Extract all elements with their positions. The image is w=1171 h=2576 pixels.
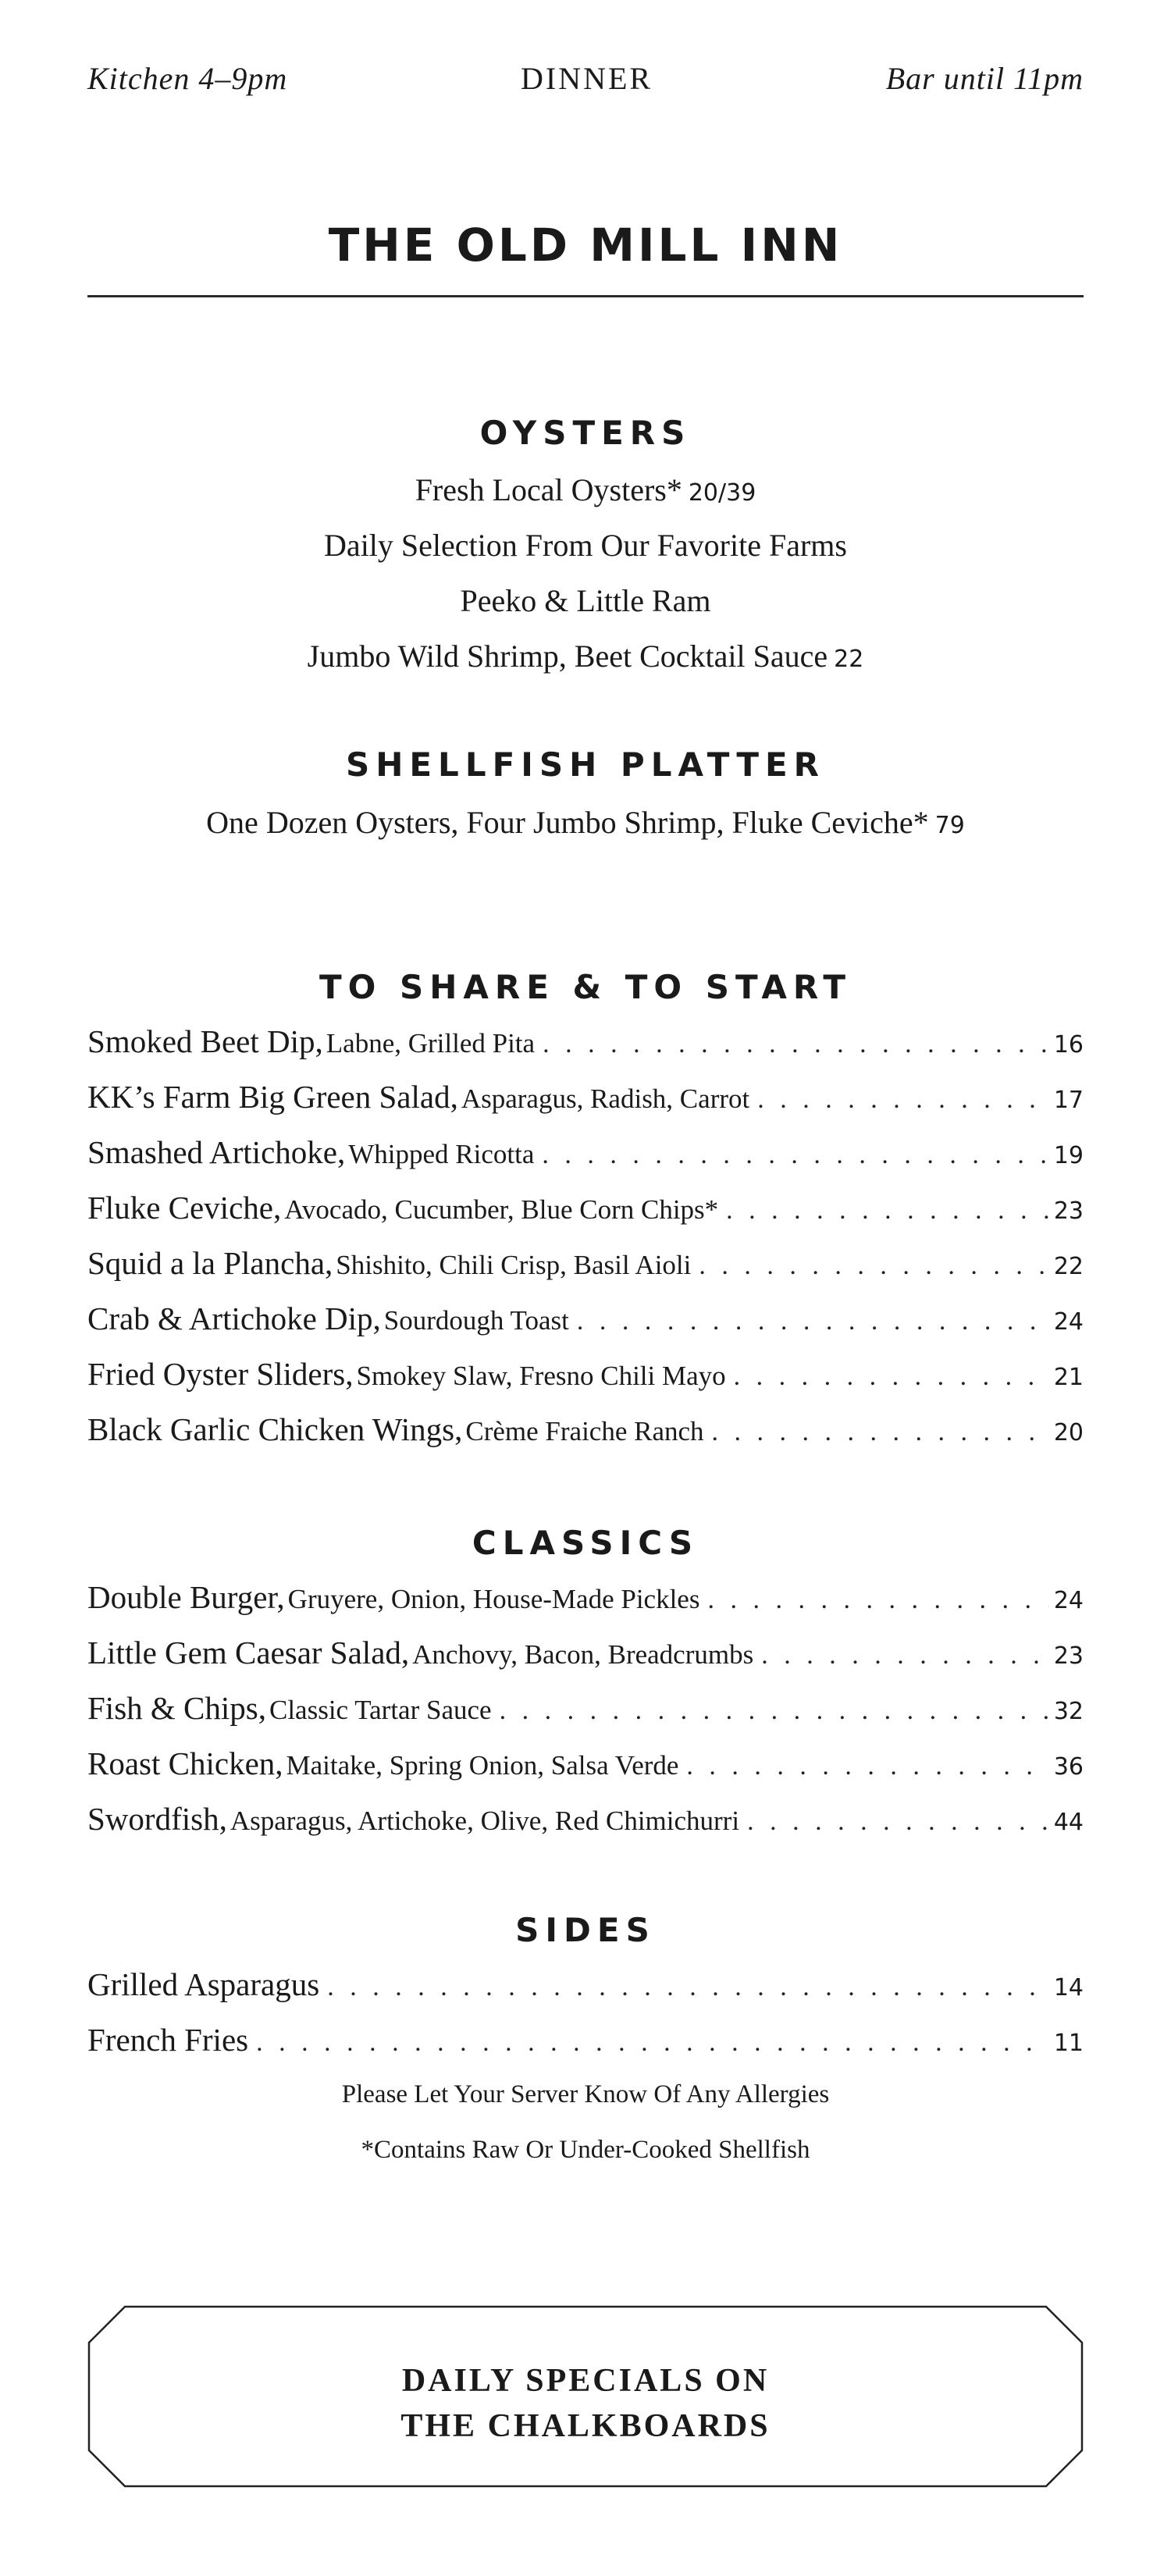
item-name: French Fries	[87, 2022, 249, 2058]
item-description: Shishito, Chili Crisp, Basil Aioli	[336, 1250, 692, 1280]
item-description: Sourdough Toast	[383, 1305, 569, 1336]
menu-item	[87, 1133, 1084, 1180]
oysters-line-text: Peeko & Little Ram	[460, 583, 711, 618]
dot-leader	[761, 1641, 1049, 1670]
menu-item	[87, 1023, 1084, 1069]
item-name: Smashed Artichoke,	[87, 1134, 346, 1170]
daily-specials-text	[87, 2358, 1084, 2449]
menu-label: DINNER	[520, 60, 653, 96]
dot-leader	[734, 1362, 1049, 1392]
item-price: 22	[1053, 1253, 1084, 1280]
item-name: Little Gem Caesar Salad,	[87, 1635, 410, 1670]
item-price: 17	[1053, 1087, 1084, 1114]
item-name: Swordfish,	[87, 1801, 227, 1837]
item-price: 36	[1053, 1753, 1084, 1781]
menu-item	[87, 1966, 1084, 2012]
item-name: Smoked Beet Dip,	[87, 1023, 323, 1059]
dot-leader	[577, 1307, 1049, 1336]
dot-leader	[256, 2028, 1049, 2058]
bar-hours: Bar until 11pm	[885, 60, 1084, 96]
dot-leader	[542, 1140, 1048, 1170]
oysters-line-text: Fresh Local Oysters*	[415, 472, 682, 507]
item-name: Crab & Artichoke Dip,	[87, 1300, 381, 1336]
item-name: KK’s Farm Big Green Salad,	[87, 1079, 458, 1115]
sides-heading: SIDES	[515, 1911, 656, 1949]
allergy-note: Please Let Your Server Know Of Any Allergies	[341, 2080, 830, 2108]
item-name: Fried Oyster Sliders,	[87, 1356, 354, 1392]
specials-line-1: DAILY SPECIALS ON	[401, 2363, 770, 2399]
shellfish-platter-text: One Dozen Oysters, Four Jumbo Shrimp, Fluke Ceviche*	[206, 805, 929, 840]
menu-item	[87, 1800, 1084, 1847]
item-price: 14	[1053, 1974, 1084, 2001]
oysters-line	[87, 527, 1084, 564]
oysters-line	[87, 638, 1084, 674]
dot-leader	[543, 1030, 1049, 1059]
item-description: Asparagus, Radish, Carrot	[461, 1083, 750, 1114]
dot-leader	[686, 1752, 1048, 1781]
menu-item	[87, 1578, 1084, 1625]
oysters-line	[87, 471, 1084, 508]
item-description: Asparagus, Artichoke, Olive, Red Chimichurri	[230, 1806, 740, 1836]
item-description: Classic Tartar Sauce	[269, 1695, 492, 1725]
item-name: Double Burger,	[87, 1579, 285, 1615]
oysters-heading: OYSTERS	[479, 414, 692, 452]
oysters-line-text: Daily Selection From Our Favorite Farms	[324, 528, 847, 563]
menu-item	[87, 2021, 1084, 2068]
menu-item	[87, 1078, 1084, 1125]
item-name: Black Garlic Chicken Wings,	[87, 1411, 463, 1447]
oysters-line-text: Jumbo Wild Shrimp, Beet Cocktail Sauce	[307, 639, 828, 674]
restaurant-name: THE OLD MILL INN	[328, 219, 843, 272]
dot-leader	[726, 1196, 1049, 1226]
shellfish-platter-price: 79	[934, 812, 965, 839]
item-description: Labne, Grilled Pita	[326, 1028, 536, 1059]
item-price: 23	[1053, 1197, 1084, 1225]
raw-shellfish-note: *Contains Raw Or Under-Cooked Shellfish	[361, 2136, 810, 2164]
dot-leader	[707, 1585, 1048, 1615]
menu-item	[87, 1634, 1084, 1681]
menu-item	[87, 1411, 1084, 1457]
item-price: 24	[1053, 1587, 1084, 1614]
item-name: Fluke Ceviche,	[87, 1190, 282, 1226]
item-description: Whipped Ricotta	[348, 1139, 535, 1169]
specials-line-2: THE CHALKBOARDS	[400, 2408, 771, 2444]
item-description: Crème Fraiche Ranch	[465, 1416, 704, 1446]
oysters-line-price: 20/39	[688, 479, 756, 507]
item-name: Fish & Chips,	[87, 1690, 266, 1726]
oysters-line-price: 22	[834, 646, 864, 673]
item-name: Roast Chicken,	[87, 1745, 283, 1781]
item-price: 11	[1053, 2030, 1084, 2057]
dot-leader	[699, 1251, 1048, 1281]
item-price: 16	[1053, 1031, 1084, 1059]
menu-item	[87, 1745, 1084, 1791]
menu-item	[87, 1300, 1084, 1347]
item-price: 23	[1053, 1642, 1084, 1670]
title-divider	[87, 295, 1084, 297]
dot-leader	[327, 1973, 1049, 2002]
item-description: Gruyere, Onion, House-Made Pickles	[287, 1584, 700, 1614]
dot-leader	[500, 1696, 1049, 1726]
item-price: 24	[1053, 1308, 1084, 1336]
item-price: 19	[1053, 1142, 1084, 1169]
menu-item	[87, 1244, 1084, 1291]
menu-item	[87, 1689, 1084, 1736]
item-description: Maitake, Spring Onion, Salsa Verde	[286, 1750, 679, 1781]
header-bar	[87, 55, 1084, 101]
item-price: 20	[1053, 1419, 1084, 1446]
daily-specials-box	[87, 2305, 1084, 2488]
item-price: 44	[1053, 1809, 1084, 1836]
item-name: Squid a la Plancha,	[87, 1245, 333, 1281]
item-description: Smokey Slaw, Fresno Chili Mayo	[356, 1361, 726, 1391]
shellfish-platter-line	[87, 804, 1084, 841]
oysters-line	[87, 582, 1084, 619]
item-price: 21	[1053, 1364, 1084, 1391]
dot-leader	[747, 1807, 1049, 1837]
dot-leader	[757, 1085, 1049, 1115]
menu-item	[87, 1355, 1084, 1402]
item-price: 32	[1053, 1698, 1084, 1725]
item-name: Grilled Asparagus	[87, 1966, 320, 2002]
shellfish-platter-heading: SHELLFISH PLATTER	[345, 745, 826, 784]
menu-item	[87, 1189, 1084, 1236]
dot-leader	[712, 1418, 1049, 1447]
classics-heading: CLASSICS	[472, 1524, 699, 1562]
kitchen-hours: Kitchen 4–9pm	[87, 60, 288, 96]
to-share-heading: TO SHARE & TO START	[319, 968, 852, 1006]
item-description: Avocado, Cucumber, Blue Corn Chips*	[284, 1194, 719, 1225]
item-description: Anchovy, Bacon, Breadcrumbs	[412, 1639, 754, 1670]
